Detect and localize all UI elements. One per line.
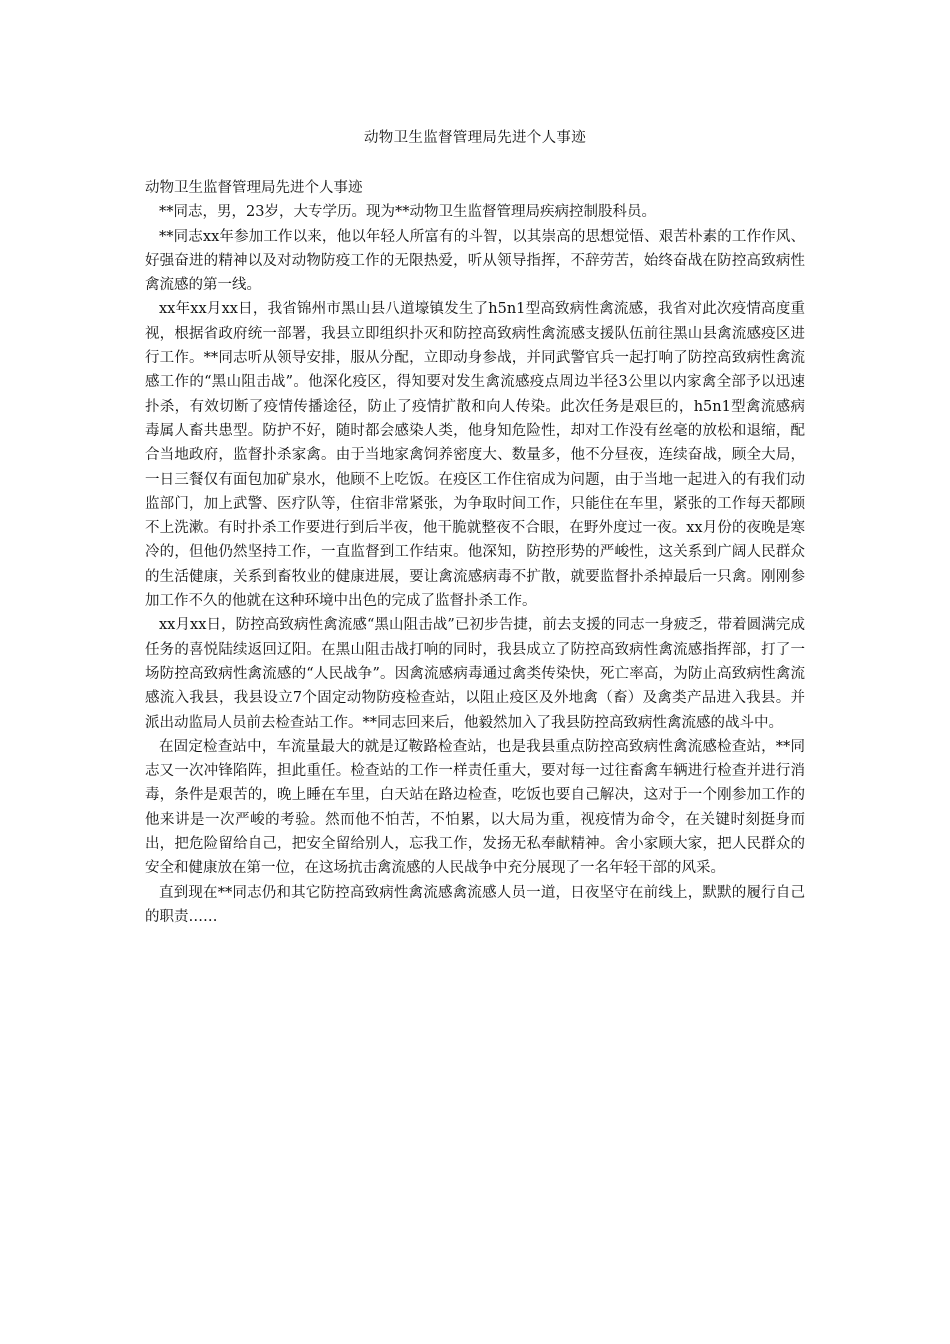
paragraph-1: **同志，男，23岁，大专学历。现为**动物卫生监督管理局疾病控制股科员。 [159, 204, 656, 221]
paragraph-3: xx年xx月xx日，我省锦州市黑山县八道壕镇发生了h5n1型高致病性禽流感，我省对此次疫情高度重视，根据省政府统一部署，我县立即组织扑灭和防控高致病性禽流感支援队伍前往黑山县禽流感疫区进行工作。**同志听从领导安排，服从分配，立即动身参战，并同武警官兵一起打响了防控高致病性禽流感工作的“黑山阻击战”。他深化疫区，得知要对发生禽流感疫点周边半径3公里以内家禽全部予以迅速扑杀，有效切断了疫情传播途径，防止了疫情扩散和向人传染。此次任务是艰巨的，h5n1型禽流感病毒属人畜共患型。防护不好，随时都会感染人类，他身知危险性，却对工作没有丝毫的放松和退缩，配合当地政府，监督扑杀家禽。由于当地家禽饲养密度大、数量多，他不分昼夜，连续奋战，顾全大局，一日三餐仅有面包加矿泉水，他顾不上吃饭。在疫区工作住宿成为问题，由于当地一起进入的有我们动监部门，加上武警、医疗队等，住宿非常紧张，为争取时间工作，只能住在车里，紧张的工作每天都顾不上洗漱。有时扑杀工作要进行到后半夜，他干脆就整夜不合眼，在野外度过一夜。xx月份的夜晚是寒冷的，但他仍然坚持工作，一直监督到工作结束。他深知，防控形势的严峻性，这关系到广阔人民群众的生活健康，关系到畜牧业的健康进展，要让禽流感病毒不扩散，就要监督扑杀掉最后一只禽。刚刚参加工作不久的他就在这种环境中出色的完成了监督扑杀工作。 [145, 301, 805, 610]
document-title: 动物卫生监督管理局先进个人事迹 [364, 130, 586, 146]
paragraph-5: 在固定检查站中，车流量最大的就是辽鞍路检查站，也是我县重点防控高致病性禽流感检查站，**同志又一次冲锋陷阵，担此重任。检查站的工作一样责任重大，要对每一过往畜禽车辆进行检查并进行消毒，条件是艰苦的，晚上睡在车里，白天站在路边检查，吃饭也要自己解决，这对于一个刚参加工作的他来讲是一次严峻的考验。然而他不怕苦，不怕累，以大局为重，视疫情为命令，在关键时刻挺身而出，把危险留给自己，把安全留给别人，忘我工作，发扬无私奉献精神。舍小家顾大家，把人民群众的安全和健康放在第一位，在这场抗击禽流感的人民战争中充分展现了一名年轻干部的风采。 [145, 738, 805, 877]
paragraph-6: 直到现在**同志仍和其它防控高致病性禽流感禽流感人员一道，日夜坚守在前线上，默默的履行自己的职责…… [145, 884, 805, 925]
paragraph-4: xx月xx日，防控高致病性禽流感“黑山阻击战”已初步告捷，前去支援的同志一身疲乏，带着圆满完成任务的喜悦陆续返回辽阳。在黑山阻击战打响的同时，我县成立了防控高致病性禽流感指挥部，打了一场防控高致病性禽流感的“人民战争”。因禽流感病毒通过禽类传染快，死亡率高，为防止高致病性禽流感流入我县，我县设立7个固定动物防疫检查站，以阻止疫区及外地禽（畜）及禽类产品进入我县。并派出动监局人员前去检查站工作。**同志回来后，他毅然加入了我县防控高致病性禽流感的战斗中。 [145, 617, 805, 731]
document-body [145, 176, 805, 929]
heading-line: 动物卫生监督管理局先进个人事迹 [145, 180, 363, 196]
paragraph-2: **同志xx年参加工作以来，他以年轻人所富有的斗智，以其崇高的思想觉悟、艰苦朴素的工作作风、好强奋进的精神以及对动物防疫工作的无限热爱，听从领导指挥，不辞劳苦，始终奋战在防控高致病性禽流感的第一线。 [145, 228, 805, 294]
